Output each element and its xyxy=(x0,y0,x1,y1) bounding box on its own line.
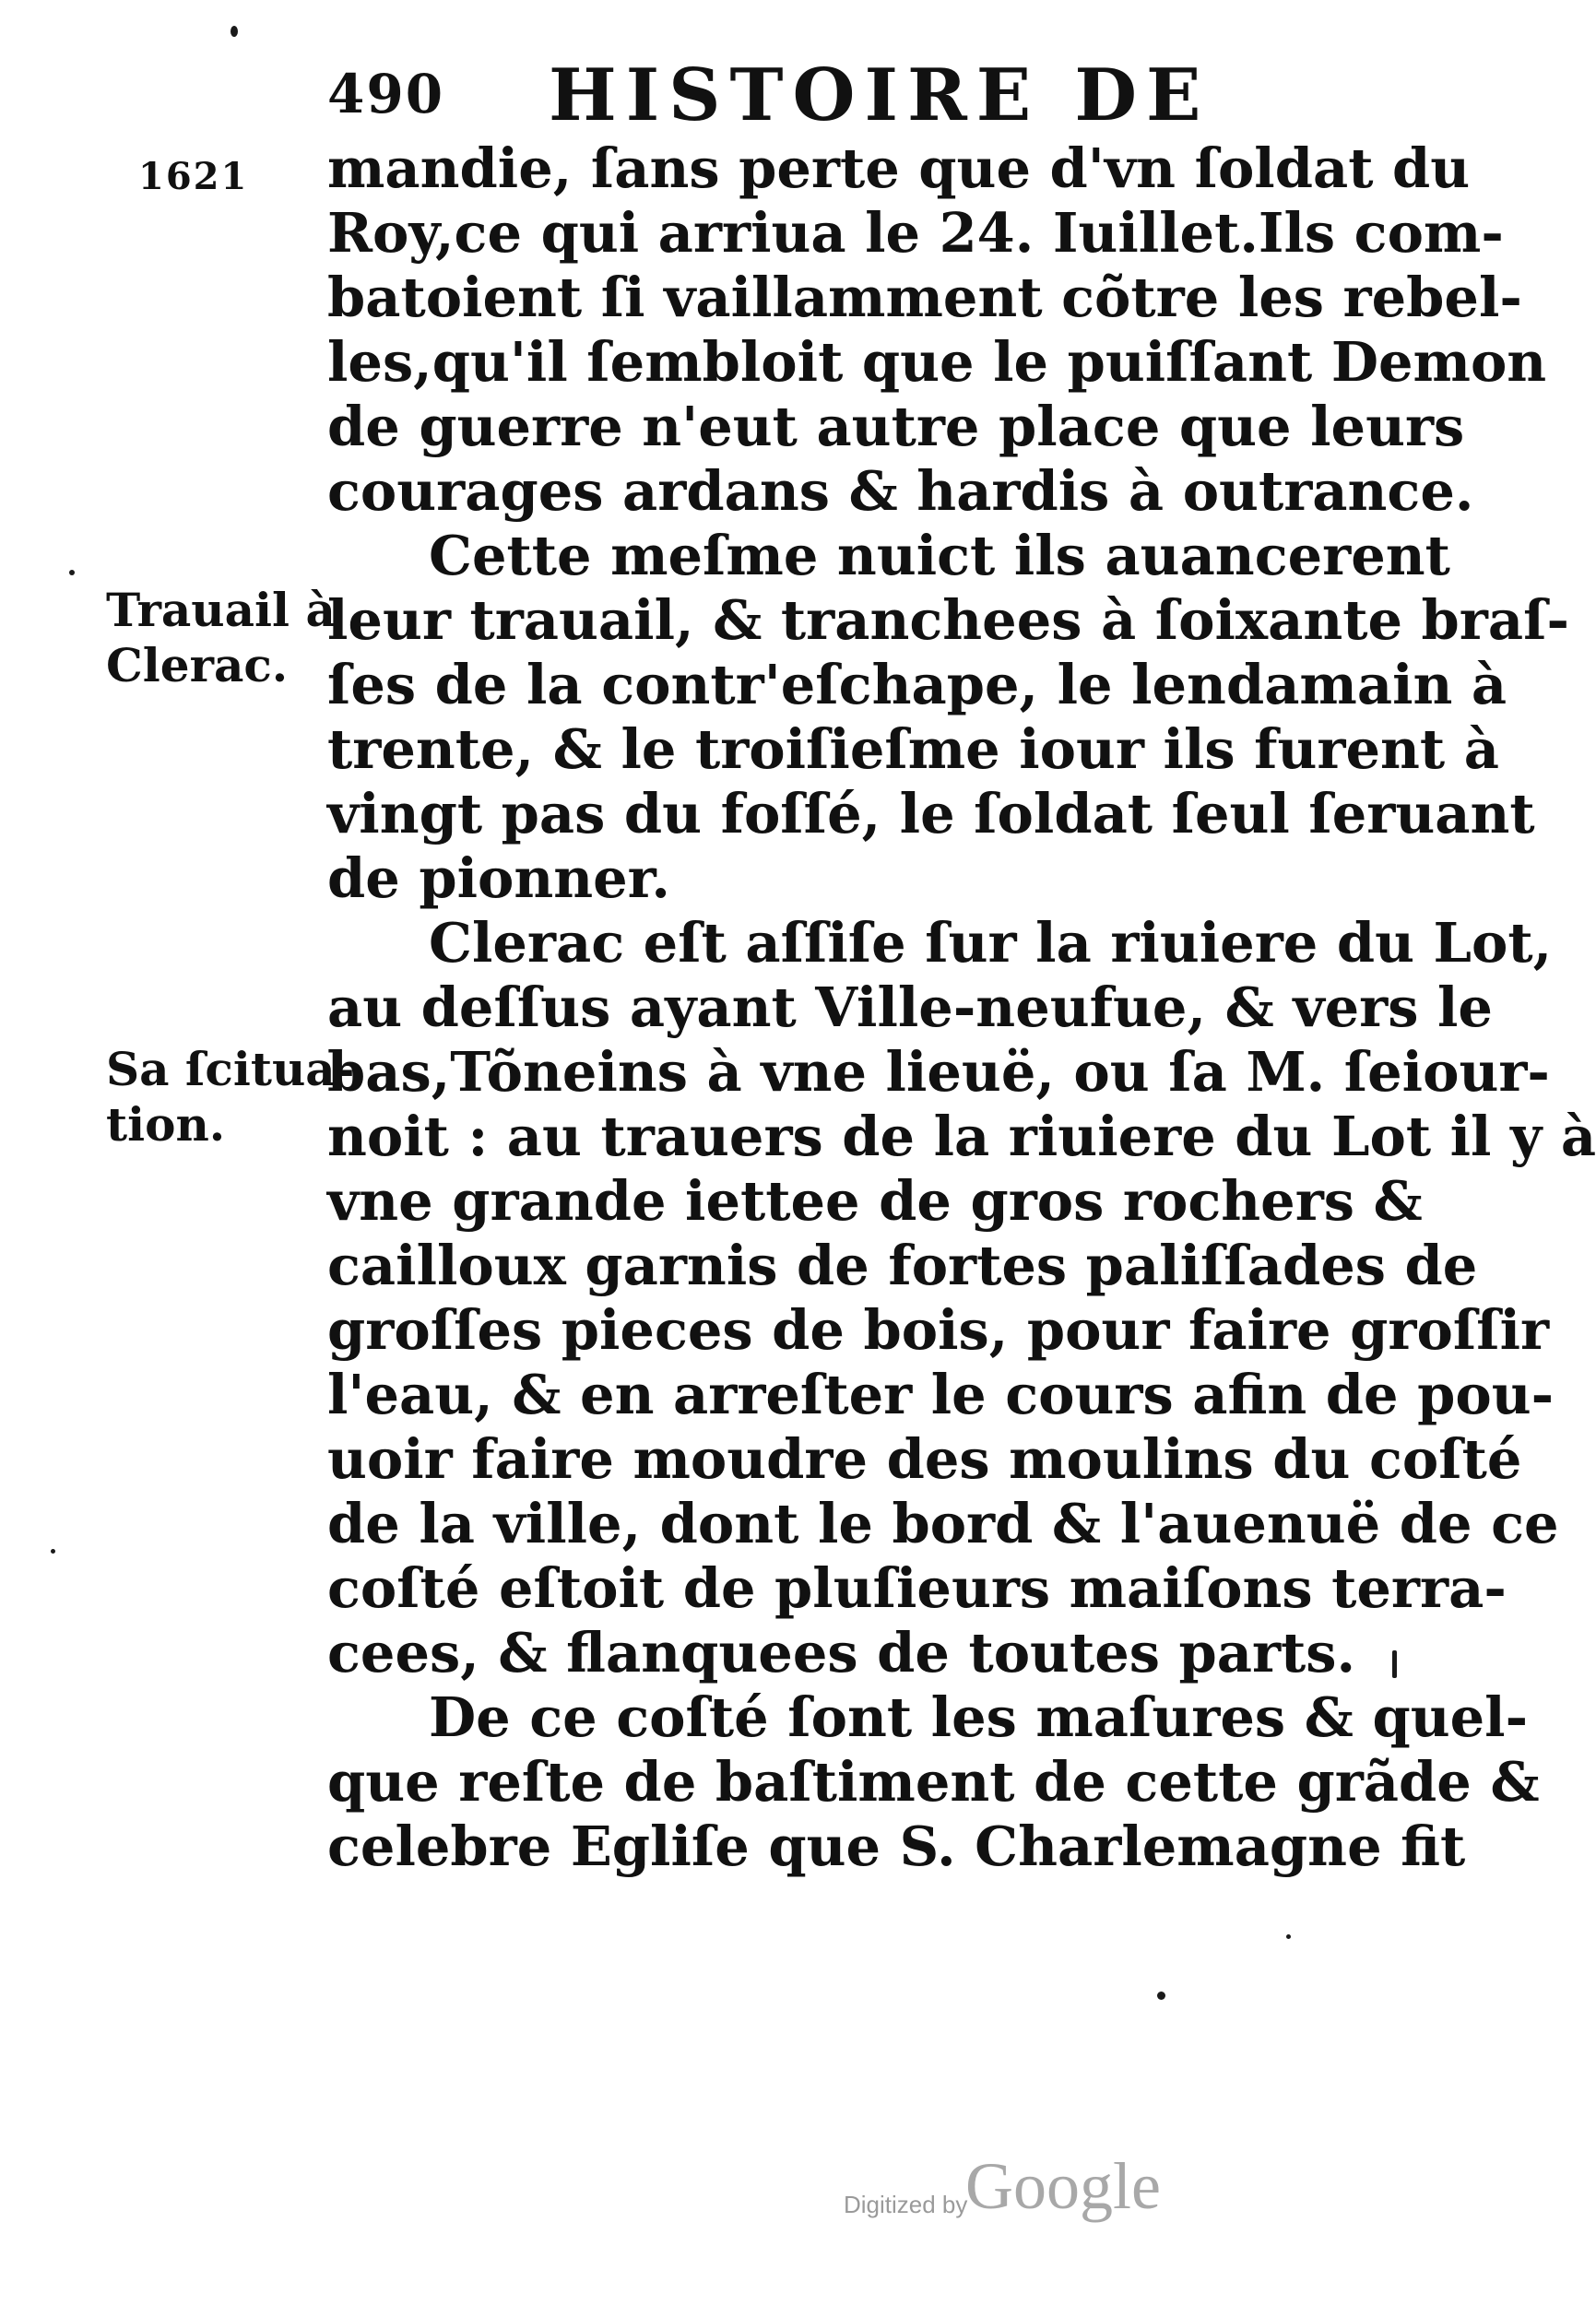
text-line: vne grande iettee de gros rochers & xyxy=(327,1169,1423,1233)
text-line: de guerre n'eut autre place que leurs xyxy=(327,395,1465,458)
ink-speck xyxy=(1157,1992,1165,2000)
margin-note-line: Clerac. xyxy=(106,638,289,692)
text-line: ſes de la contr'eſchape, le lendamain à xyxy=(327,653,1507,716)
margin-note-situation xyxy=(106,1042,354,1152)
text-line: noit : au trauers de la riuiere du Lot il y à xyxy=(327,1105,1596,1168)
text-line: Cette meſme nuict ils auancerent xyxy=(429,524,1450,587)
year-margin-note: 1621 xyxy=(138,155,249,198)
text-line: vingt pas du foſſé, le ſoldat ſeul ſeruant xyxy=(327,782,1535,845)
text-line: les,qu'il ſembloit que le puiſſant Demon xyxy=(327,330,1547,394)
text-line: uoir faire moudre des moulins du coſté xyxy=(327,1427,1522,1491)
text-line: de pionner. xyxy=(327,846,670,910)
page-header xyxy=(318,53,1286,136)
margin-note-line: tion. xyxy=(106,1097,226,1152)
page-number: 490 xyxy=(327,63,445,125)
digitization-watermark xyxy=(844,2148,1231,2240)
text-line: cees, & flanquees de toutes parts. xyxy=(327,1621,1356,1684)
margin-note-line: Sa ſcitua- xyxy=(106,1042,355,1096)
text-line: batoient ſi vaillamment cõtre les rebel- xyxy=(327,266,1522,329)
digitized-by-label: Digitized by xyxy=(844,2191,968,2218)
text-line: l'eau, & en arreſter le cours afin de pou- xyxy=(327,1363,1555,1426)
text-line: Roy,ce qui arriua le 24. Iuillet.Ils com- xyxy=(327,201,1504,265)
text-line: cailloux garnis de fortes paliſſades de xyxy=(327,1234,1478,1297)
text-line: que reſte de baſtiment de cette grãde & xyxy=(327,1750,1540,1814)
text-line: leur trauail, & tranchees à ſoixante braſ- xyxy=(327,588,1569,652)
text-line: trente, & le troiſieſme iour ils furent à xyxy=(327,717,1499,781)
text-line: au deſſus ayant Ville-neufue, & vers le xyxy=(327,975,1493,1039)
ink-speck xyxy=(1392,1650,1397,1678)
text-line: Clerac eſt aſſiſe ſur la riuiere du Lot, xyxy=(429,911,1553,975)
running-title: HISTOIRE DE xyxy=(549,53,1211,137)
google-logo: Google xyxy=(965,2149,1161,2223)
text-line: De ce coſté ſont les maſures & quel- xyxy=(429,1685,1529,1749)
margin-note-line: Trauail à xyxy=(106,583,336,637)
text-line: coſté eſtoit de pluſieurs maiſons terra- xyxy=(327,1556,1507,1620)
text-line: mandie, ſans perte que d'vn ſoldat du xyxy=(327,136,1471,200)
text-line: celebre Egliſe que S. Charlemagne fit xyxy=(327,1814,1466,1878)
text-line: groſſes pieces de bois, pour faire groſſir xyxy=(327,1298,1550,1362)
ink-speck xyxy=(231,26,238,37)
text-line: de la ville, dont le bord & l'auenuë de ce xyxy=(327,1492,1559,1555)
text-line: bas,Tõneins à vne lieuë, ou ſa M. ſeiour- xyxy=(327,1040,1550,1104)
text-line: courages ardans & hardis à outrance. xyxy=(327,459,1474,523)
ink-speck xyxy=(51,1549,55,1554)
ink-speck xyxy=(1286,1934,1291,1939)
ink-speck xyxy=(69,570,75,575)
margin-note-travail xyxy=(106,583,336,693)
